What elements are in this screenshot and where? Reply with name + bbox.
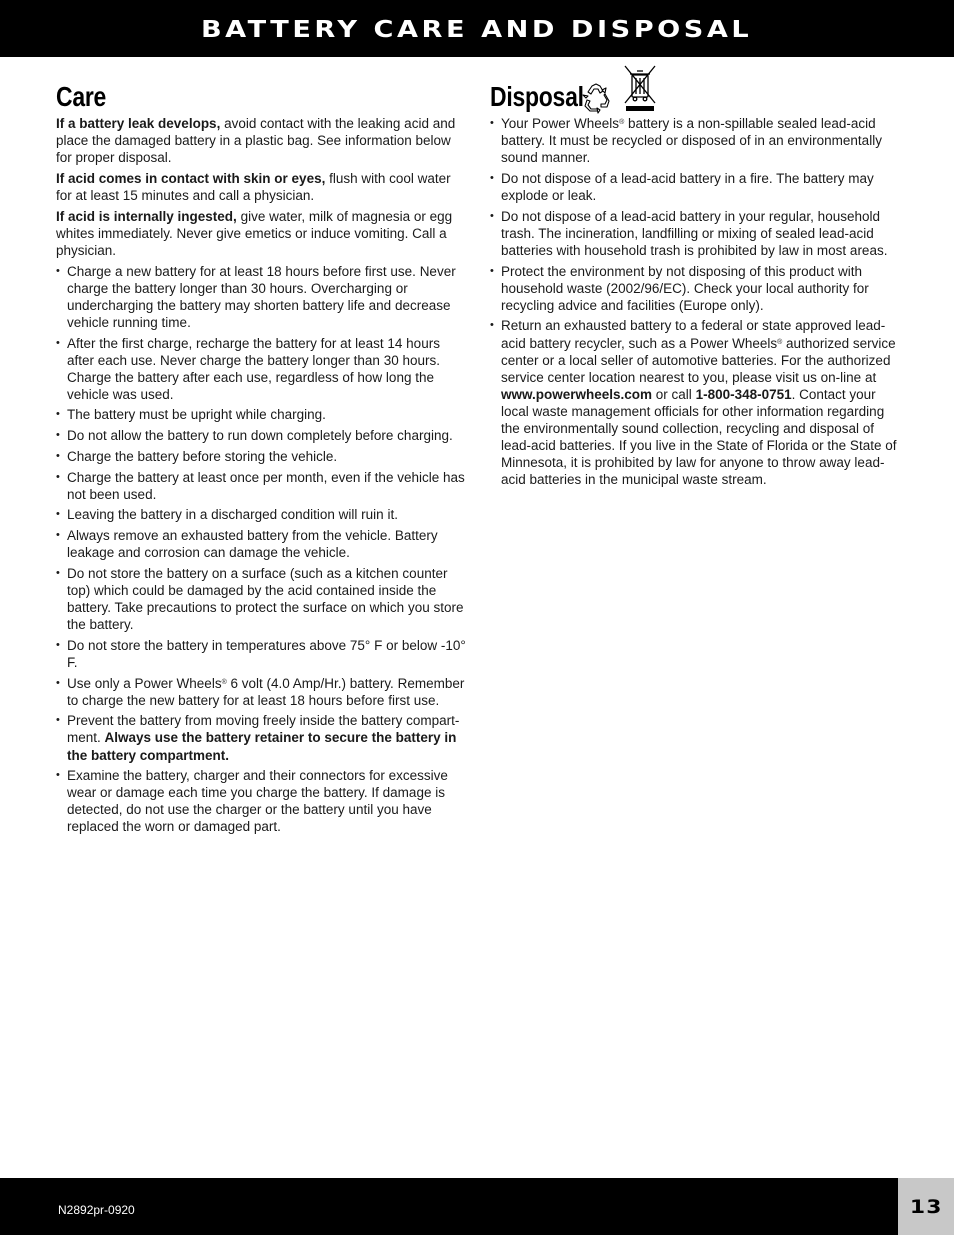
list-item: • Charge the battery before storing the vehicle.	[56, 448, 466, 465]
crossed-out-bin-icon	[622, 63, 658, 113]
header-bar	[0, 0, 954, 57]
list-item: • Prevent the battery from moving freely inside the battery compart-ment. Always use the battery retainer to secure the battery in the battery compartment.	[56, 712, 466, 763]
page-number-box	[898, 1178, 954, 1235]
phone-number: 1-800-348-0751	[695, 386, 792, 402]
list-item: • The battery must be upright while charging.	[56, 406, 466, 423]
list-item: • Return an exhausted battery to a federal or state approved lead-acid battery recycler, such as a Power Wheels® authorized service center or a local seller of automotive batteries. For the authorized service center location nearest to you, please visit us on-line at www.powerwheels.com or call 1-800-348-0751. Contact your local waste management officials for other information regarding the environmentally sound collection, recycling and disposal of lead-acid batteries. If you live in the State of Florida or the State of Minnesota, it is prohibited by law for anyone to throw away lead-acid batteries in the municipal waste stream.	[490, 317, 904, 488]
list-item: • Always remove an exhausted battery from the vehicle. Battery leakage and corrosion can damage the vehicle.	[56, 527, 466, 561]
list-item: • Do not allow the battery to run down completely before charging.	[56, 427, 466, 444]
care-paragraph: If a battery leak develops, avoid contact with the leaking acid and place the damaged battery in a plastic bag. See information below for proper disposal.	[56, 116, 456, 166]
page-title: BATTERY CARE AND DISPOSAL	[201, 16, 753, 43]
care-section	[56, 80, 466, 839]
document-code: N2892pr-0920	[58, 1203, 135, 1217]
list-item: • Charge a new battery for at least 18 hours before first use. Never charge the battery longer than 30 hours. Overcharging or undercharging the battery may shorten battery life and decrease vehicle running time.	[56, 263, 466, 331]
website-link[interactable]: www.powerwheels.com	[501, 386, 653, 402]
care-paragraph: If acid is internally ingested, give water, milk of magnesia or egg whites immediately. Never give emetics or induce vomiting. Call a physician.	[56, 208, 453, 258]
list-item: • Use only a Power Wheels® 6 volt (4.0 Amp/Hr.) battery. Remember to charge the new battery for at least 18 hours before first use.	[56, 675, 466, 709]
list-item: • Do not store the battery on a surface (such as a kitchen counter top) which could be damaged by the acid contained inside the battery. Take precautions to protect the surface on which you store the battery.	[56, 565, 466, 633]
disposal-bullet-list	[490, 115, 904, 488]
list-item: • Examine the battery, charger and their connectors for excessive wear or damage each time you charge the battery. If damage is detected, do not use the charger or the battery until you have replaced the worn or damaged part.	[56, 767, 466, 835]
disposal-heading: Disposal	[490, 81, 584, 112]
list-item: • Do not dispose of a lead-acid battery in a fire. The battery may explode or leak.	[490, 170, 904, 204]
page-number: 13	[909, 1195, 943, 1218]
list-item: • After the first charge, recharge the battery for at least 14 hours after each use. Never charge the battery longer than 30 hours. Charge the battery after each use, regardless of how long the vehicle was used.	[56, 335, 466, 403]
care-paragraph: If acid comes in contact with skin or eyes, flush with cool water for at least 15 minutes and call a physician.	[56, 170, 451, 203]
list-item: • Charge the battery at least once per month, even if the vehicle has not been used.	[56, 469, 466, 503]
list-item: • Your Power Wheels® battery is a non-spillable sealed lead-acid battery. It must be recycled or disposed of in an environmentally sound manner.	[490, 115, 904, 166]
list-item: • Leaving the battery in a discharged condition will ruin it.	[56, 506, 466, 523]
list-item: • Protect the environment by not disposing of this product with household waste (2002/96/EC). Check your local authority for recycling advice and facilities (Europe only).	[490, 263, 904, 314]
disposal-section	[490, 80, 904, 492]
care-heading: Care	[56, 81, 107, 112]
care-bullet-list	[56, 263, 466, 836]
list-item: • Do not store the battery in temperatures above 75° F or below -10° F.	[56, 637, 466, 671]
list-item: • Do not dispose of a lead-acid battery in your regular, household trash. The incineration, landfilling or mixing of sealed lead-acid batteries with household trash is prohibited by law in most areas.	[490, 208, 904, 259]
